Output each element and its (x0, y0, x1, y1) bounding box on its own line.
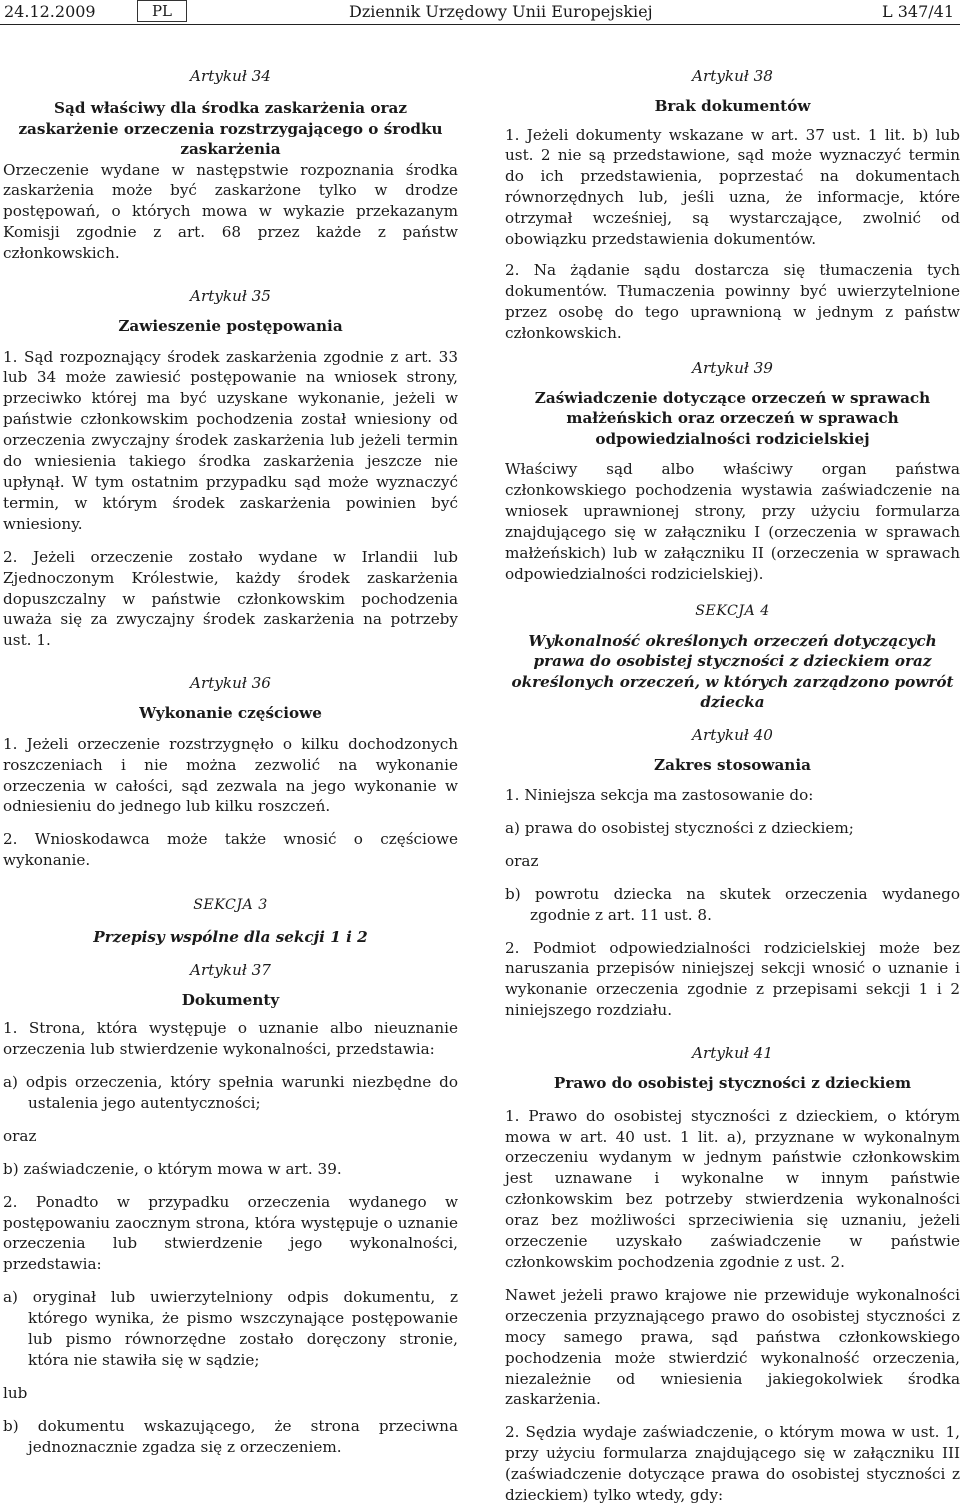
article-35-label: Artykuł 35 (190, 287, 271, 306)
article-41-title: Prawo do osobistej styczności z dzieckiem (553, 1074, 912, 1093)
page-header (0, 0, 960, 26)
article-37-item-a2: a) oryginał lub uwierzytelniony odpis dokumentu, z którego wynika, że pismo wszczynające postępowanie lub pismo równorzędne zostało doręczony stronie, która nie stawiła się w sądzie; (3, 1288, 458, 1369)
article-40-title: Zakres stosowania (654, 755, 811, 774)
article-37-paragraph-2: 2. Ponadto w przypadku orzeczenia wydanego w postępowaniu zaocznym strona, która występuje o uznanie orzeczenia lub stwierdzenie jego wykonalności, przedstawia: (3, 1192, 458, 1274)
article-37-item-b: b) zaświadczenie, o którym mowa w art. 39. (3, 1159, 342, 1178)
publication-date: 24.12.2009 (4, 2, 96, 21)
article-39-title: Zaświadczenie dotyczące orzeczeń w sprawach małżeńskich oraz orzeczeń w sprawach odpowiedzialności rodzicielskiej (534, 388, 931, 448)
article-40-item-a: a) prawa do osobistej styczności z dzieckiem; (505, 818, 854, 837)
article-38-title: Brak dokumentów (654, 97, 811, 115)
article-36-title: Wykonanie częściowe (139, 704, 322, 723)
article-39-label: Artykuł 39 (692, 358, 773, 377)
article-35-title: Zawieszenie postępowania (118, 317, 343, 336)
section-3-label: SEKCJA 3 (193, 897, 268, 914)
header-divider (0, 24, 960, 25)
article-40-label: Artykuł 40 (692, 725, 773, 744)
article-35-paragraph-2: 2. Jeżeli orzeczenie zostało wydane w Irlandii lub Zjednoczonym Królestwie, każdy środek zaskarżenia dopuszczalny w państwie członkowskim pochodzenia uważa się za zwyczajny środek zaskarżenia na potrzeby ust. 1. (3, 547, 458, 650)
article-36-label: Artykuł 36 (190, 674, 271, 693)
article-40-oraz: oraz (505, 851, 539, 870)
language-badge: PL (137, 0, 187, 22)
article-37-oraz: oraz (3, 1126, 37, 1145)
section-3-title: Przepisy wspólne dla sekcji 1 i 2 (93, 928, 368, 947)
article-34-label: Artykuł 34 (190, 67, 271, 85)
article-39-paragraph: Właściwy sąd albo właściwy organ państwa członkowskiego pochodzenia wystawia zaświadczenie na wniosek uprawnionej strony, przy użyciu formularza znajdującego się w załączniku I (orzeczenia w sprawach małżeńskich) lub w załączniku II (orzeczenia w sprawach odpowiedzialności rodzicielskiej). (505, 460, 960, 583)
article-41-label: Artykuł 41 (692, 1044, 773, 1063)
left-column (3, 66, 458, 1458)
article-40-paragraph-2: 2. Podmiot odpowiedzialności rodzicielskiej może bez naruszania przepisów niniejszej sekcji wnosić o uznanie i wykonanie orzeczenia zgodnie z przepisami sekcji 1 i 2 niniejszego rozdziału. (505, 938, 960, 1020)
article-40-paragraph-1: 1. Niniejsza sekcja ma zastosowanie do: (505, 786, 814, 804)
article-38-paragraph-1: 1. Jeżeli dokumenty wskazane w art. 37 ust. 1 lit. b) lub ust. 2 nie są przedstawione, sąd może wyznaczyć termin do ich przedstawienia, poprzestać na dokumentach równorzędnych lub, jeśli uzna, że informacje, które otrzymał wcześniej, są wystarczające, zwolnić od obowiązku przedstawienia dokumentów. (505, 125, 960, 249)
article-37-lub: lub (3, 1383, 28, 1402)
article-38-paragraph-2: 2. Na żądanie sądu dostarcza się tłumaczenia tych dokumentów. Tłumaczenia powinny być uwierzytelnione przez osobę do tego uprawnioną w jednym z państw członkowskich. (505, 260, 960, 342)
article-40-item-b: b) powrotu dziecka na skutek orzeczenia wydanego zgodnie z art. 11 ust. 8. (505, 884, 960, 924)
article-35-paragraph-1: 1. Sąd rozpoznający środek zaskarżenia zgodnie z art. 33 lub 34 może zawiesić postępowanie na wniosek strony, przeciwko której ma być uzyskane wykonanie, jeżeli w państwie członkowskim pochodzenia został wniesiony od orzeczenia zwyczajny środek zaskarżenia lub jeżeli termin do wniesienia takiego środka zaskarżenia jeszcze nie upłynął. W tym ostatnim przypadku sąd może wyznaczyć termin, w którym środek zaskarżenia powinien być wniesiony. (3, 347, 458, 533)
article-41-paragraph-2: 2. Sędzia wydaje zaświadczenie, o którym mowa w ust. 1, przy użyciu formularza znajdującego się w załączniku III (zaświadczenie dotyczące prawa do osobistej styczności z dzieckiem) tylko wtedy, gdy: (505, 1423, 960, 1505)
article-37-item-b2: b) dokumentu wskazującego, że strona przeciwna jednoznacznie zgadza się z orzeczeniem. (3, 1416, 458, 1456)
article-37-title: Dokumenty (181, 990, 280, 1009)
right-column (505, 66, 960, 1506)
section-4-label: SEKCJA 4 (695, 602, 770, 619)
article-41-paragraph-1: 1. Prawo do osobistej styczności z dzieckiem, o którym mowa w art. 40 ust. 1 lit. a), przyznane w wykonalnym orzeczeniu wydanym w jednym państwie członkowskim jest uznawane i wykonalne w innym państwie członkowskim bez potrzeby stwierdzenia wykonalności oraz bez możliwości sprzeciwienia się uznaniu, jeżeli orzeczenie uzyskało zaświadczenie w państwie członkowskim pochodzenia zgodnie z ust. 2. (505, 1106, 960, 1271)
article-38-label: Artykuł 38 (692, 67, 773, 85)
article-34-title: Sąd właściwy dla środka zaskarżenia oraz zaskarżenie orzeczenia rozstrzygającego o środku zaskarżenia (18, 99, 443, 158)
article-41-paragraph-1b: Nawet jeżeli prawo krajowe nie przewiduje wykonalności orzeczenia przyznającego prawo do osobistej styczności z mocy samego prawa, sąd państwa członkowskiego pochodzenia może stwierdzić wykonalność orzeczenia, niezależnie od wniesienia jakiegokolwiek środka zaskarżenia. (505, 1285, 960, 1409)
article-36-paragraph-1: 1. Jeżeli orzeczenie rozstrzygnęło o kilku dochodzonych roszczeniach i nie można zezwolić na wykonanie orzeczenia w całości, sąd zezwala na jego wykonanie w odniesieniu do jednego lub kilku roszczeń. (3, 734, 458, 816)
article-34-paragraph: Orzeczenie wydane w następstwie rozpoznania środka zaskarżenia może być zaskarżone tylko w drodze postępowań, o których mowa w wykazie przekazanym Komisji zgodnie z art. 68 przez każde z państw członkowskich. (3, 160, 458, 263)
journal-title: Dziennik Urzędowy Unii Europejskiej (349, 2, 653, 21)
article-37-label: Artykuł 37 (190, 960, 271, 979)
section-4-title: Wykonalność określonych orzeczeń dotyczących prawa do osobistej styczności z dzieckiem oraz określonych orzeczeń, w których zarządzono powrót dziecka (511, 631, 954, 711)
article-37-item-a: a) odpis orzeczenia, który spełnia warunki niezbędne do ustalenia jego autentyczności; (3, 1072, 458, 1112)
article-36-paragraph-2: 2. Wnioskodawca może także wnosić o częściowe wykonanie. (3, 830, 458, 870)
article-37-paragraph-1: 1. Strona, która występuje o uznanie albo nieuznanie orzeczenia lub stwierdzenie wykonalności, przedstawia: (3, 1019, 458, 1059)
page-number: L 347/41 (882, 2, 954, 21)
